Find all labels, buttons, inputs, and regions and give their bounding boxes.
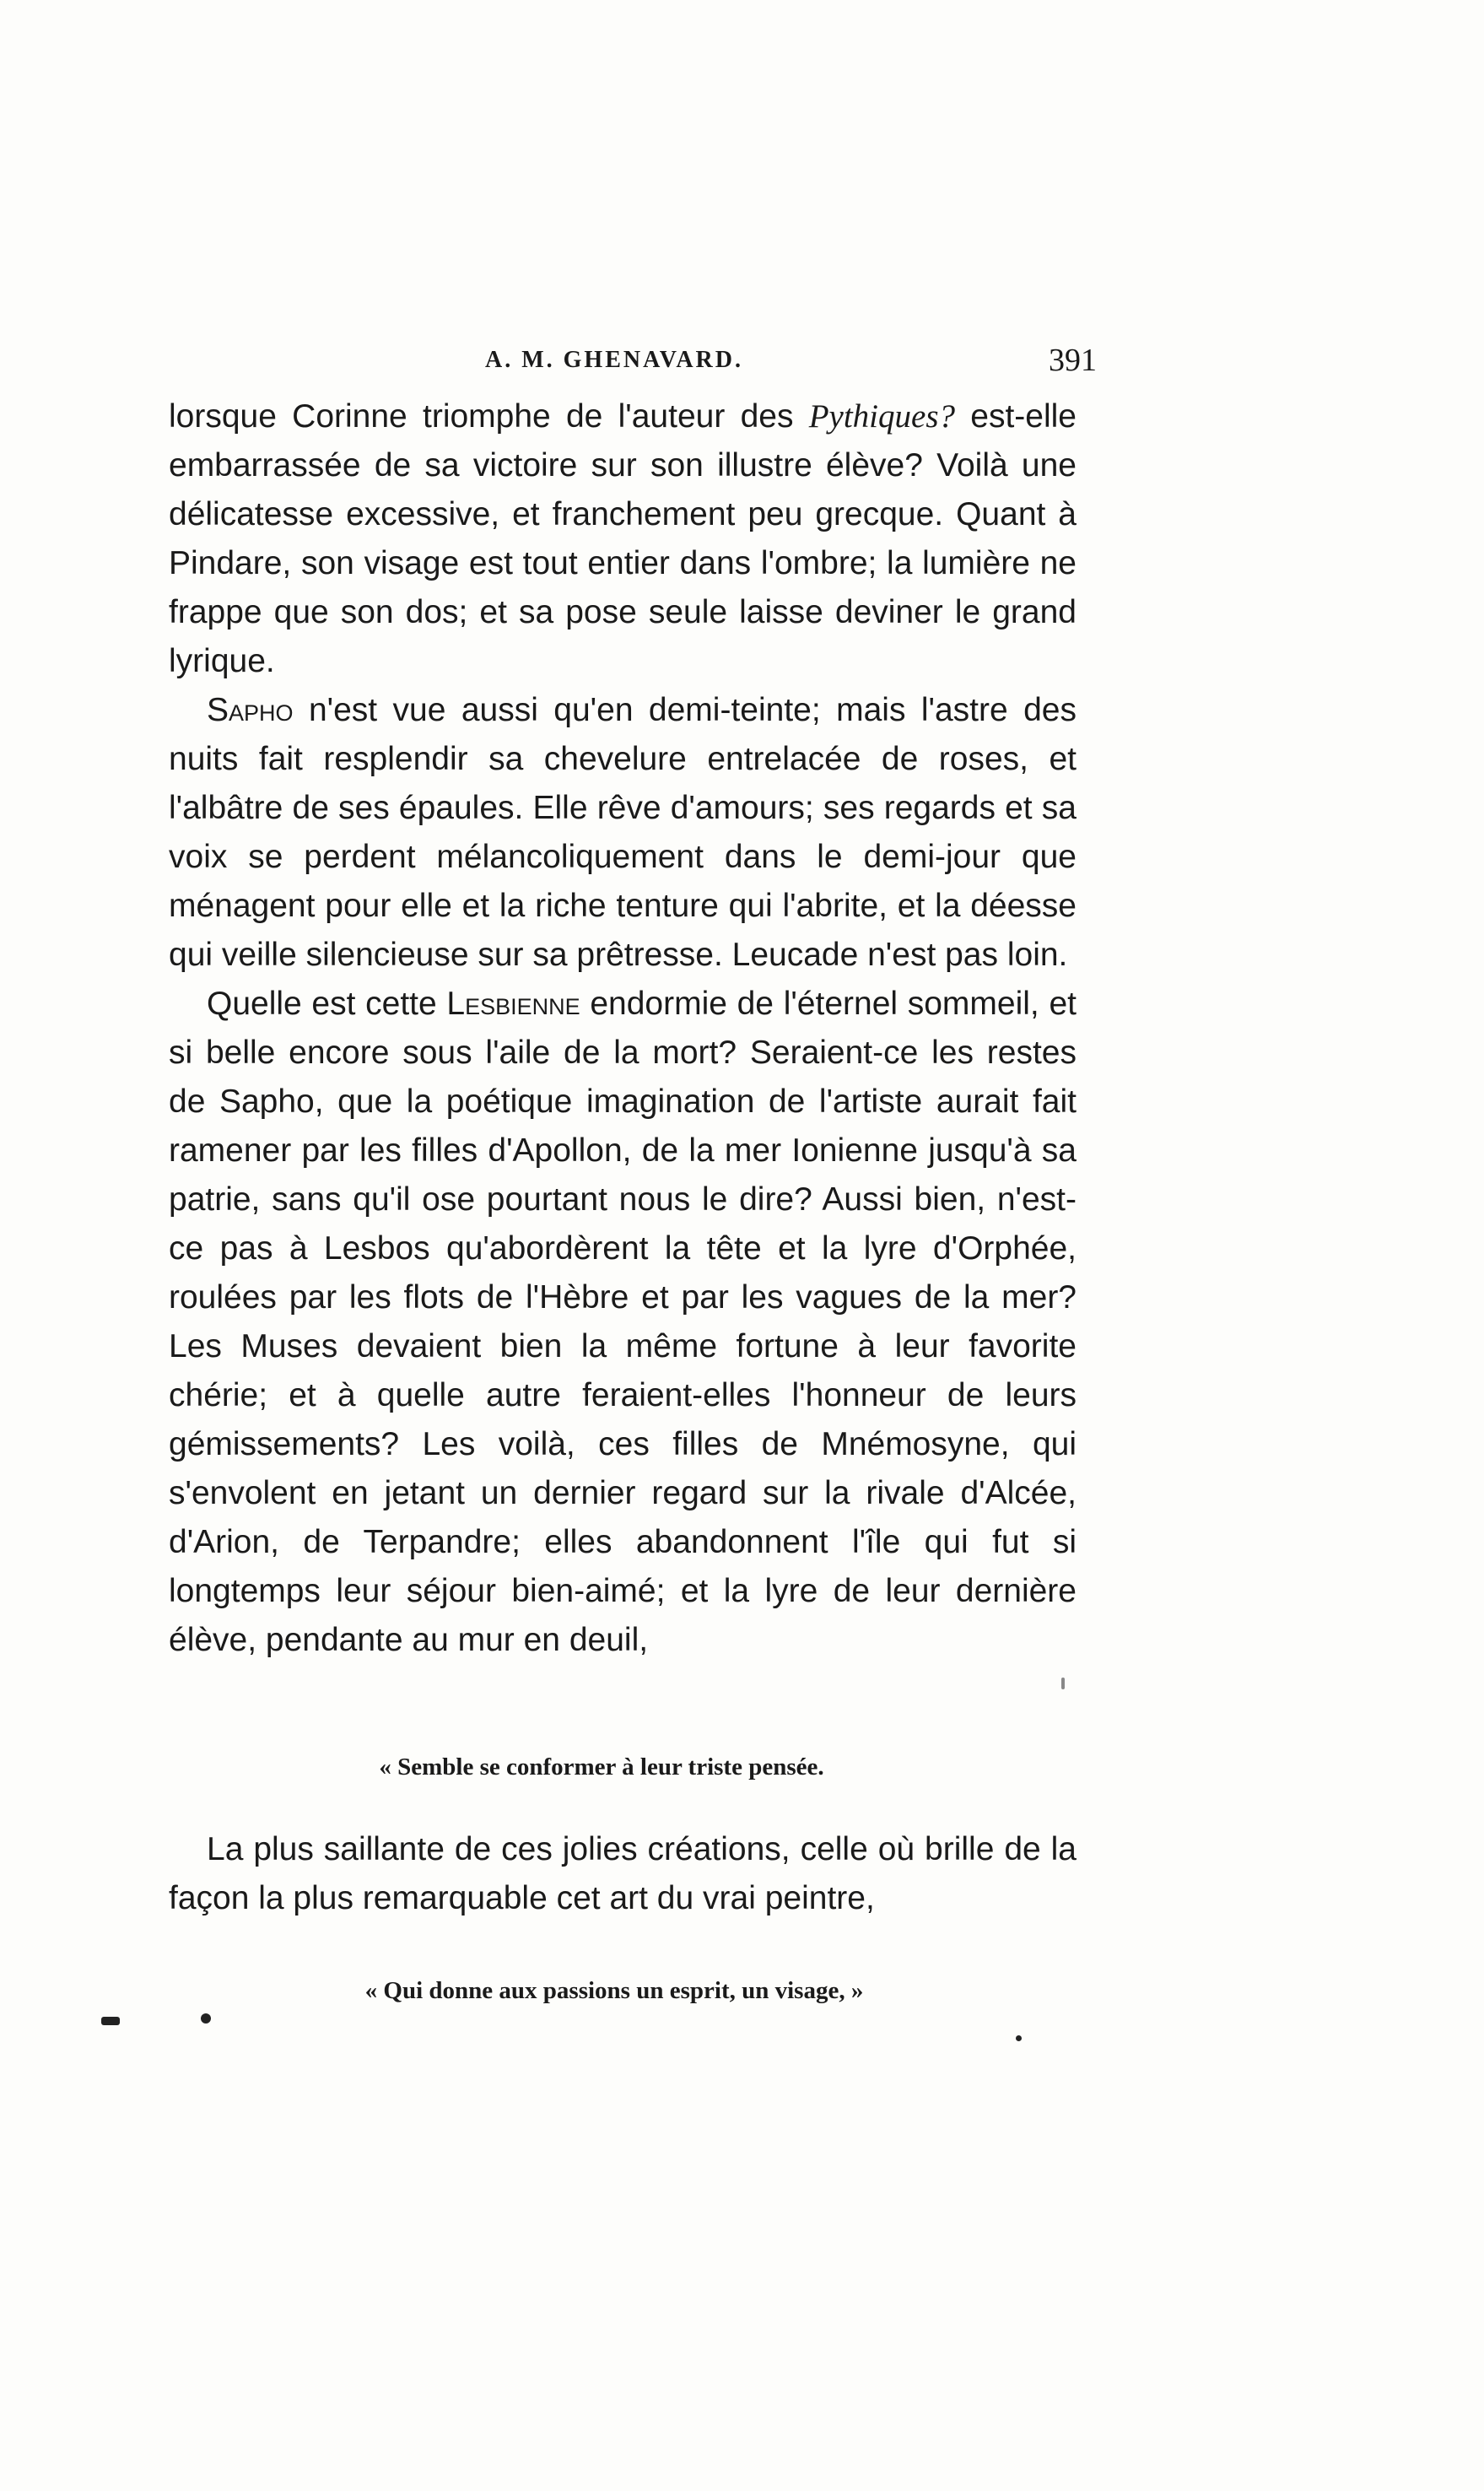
paragraph-2-text: n'est vue aussi qu'en demi-teinte; mais l'astre des nuits fait resplendir sa chevelure entrelacée de roses, et l'albâtre de ses épaules. Elle rêve d'amours; ses regards et sa voix se perdent mélancoliquement dans le demi-jour que ménagent pour elle et la riche tenture qui l'abrite, et la déesse qui veille silencieuse sur sa prêtresse. Leucade n'est pas loin. [169,692,1077,973]
paragraph-1-start: lorsque Corinne triomphe de l'auteur des [169,398,809,435]
ink-speck [1016,2035,1022,2041]
lesbienne-smallcaps: Lesbienne [446,986,580,1022]
ink-speck [101,2017,120,2025]
paragraph-1-rest: est-elle embarrassée de sa victoire sur son illustre élève? Voilà une délicatesse excessive, et franchement peu grecque. Quant à Pindare, son visage est tout entier dans l'ombre; la lumière ne frappe que son dos; et sa pose seule laisse deviner le grand lyrique. [169,398,1077,679]
paragraph-1 [169,392,1077,686]
paragraph-3-rest: endormie de l'éternel sommeil, et si belle encore sous l'aile de la mort? Seraient-ce les restes de Sapho, que la poétique imagination de l'artiste aurait fait ramener par les filles d'Apollon, de la mer Ionienne jusqu'à sa patrie, sans qu'il ose pourtant nous le dire? Aussi bien, n'est-ce pas à Lesbos qu'abordèrent la tête et la lyre d'Orphée, roulées par les flots de l'Hèbre et par les vagues de la mer? Les Muses devaient bien la même fortune à leur favorite chérie; et à quelle autre feraient-elles l'honneur de leurs gémissements? Les voilà, ces filles de Mnémosyne, qui s'envolent en jetant un dernier regard sur la rivale d'Alcée, d'Arion, de Terpandre; elles abandonnent l'île qui fut si longtemps leur séjour bien-aimé; et la lyre de leur dernière élève, pendante au mur en deuil, [169,986,1077,1658]
paragraph-3-start: Quelle est cette [207,986,447,1022]
paragraph-3 [169,980,1077,1665]
paragraph-4: La plus saillante de ces jolies créations, celle où brille de la façon la plus remarquable cet art du vrai peintre, [169,1831,1077,1916]
closing-text [169,1825,1077,1923]
ink-speck [201,2013,211,2024]
main-text [169,392,1077,1665]
verse-quote-1: « Semble se conformer à leur triste pensée. [379,1753,824,1780]
page-number: 391 [1049,343,1097,378]
running-head [169,342,1097,392]
ink-speck [1061,1678,1065,1689]
verse-quote-2: « Qui donne aux passions un esprit, un visage, » [364,1977,864,2004]
running-title: A. M. GHENAVARD. [485,347,743,373]
paragraph-2 [169,686,1077,980]
sapho-smallcaps: Sapho [207,692,294,728]
pythiques-title: Pythiques? [808,398,956,435]
